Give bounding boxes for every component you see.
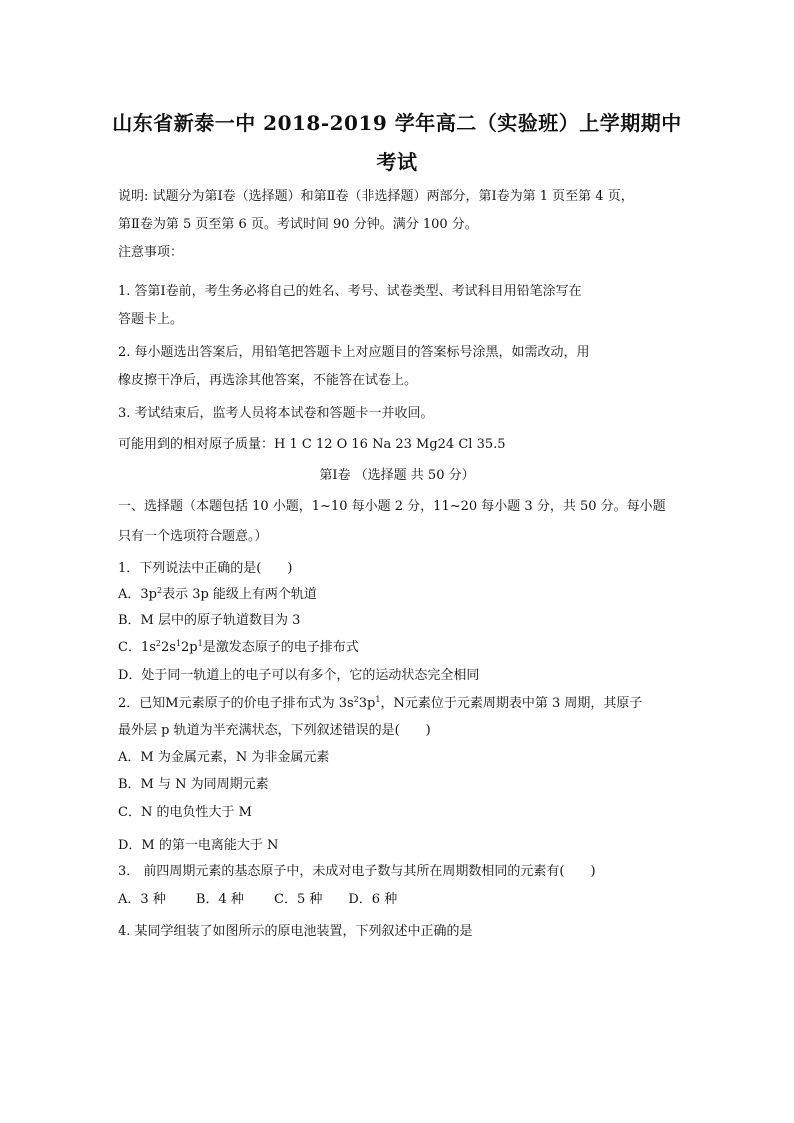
question-2-option-d: D．M 的第一电离能大于 N: [118, 838, 279, 853]
option-text: C．1s: [118, 640, 156, 655]
question-1-option-c: [118, 640, 678, 656]
description-line2: 第Ⅱ卷为第 5 页至第 6 页。考试时间 90 分钟。满分 100 分。: [118, 217, 478, 232]
question-2-option-a: A．M 为金属元素，N 为非金属元素: [118, 750, 330, 765]
notice-item-1b: 答题卡上。: [118, 312, 184, 327]
notice-item-3: 3. 考试结束后，监考人员将本试卷和答题卡一并收回。: [118, 406, 434, 421]
superscript: 1: [375, 695, 381, 704]
stem-text: 2．已知M元素原子的价电子排布式为 3s: [118, 696, 354, 711]
question-1-stem: 1．下列说法中正确的是( ): [118, 561, 293, 576]
superscript: 1: [197, 639, 203, 648]
stem-text: ，N元素位于元素周期表中第 3 周期，其原子: [380, 696, 643, 711]
question-2-stem-line2: 最外层 p 轨道为半充满状态，下列叙述错误的是( ): [118, 723, 431, 738]
atomic-mass-line: 可能用到的相对原子质量：H 1 C 12 O 16 Na 23 Mg24 Cl 35.5: [118, 437, 506, 452]
superscript: 1: [175, 639, 182, 648]
section-title: 第Ⅰ卷 （选择题 共 50 分）: [319, 468, 475, 483]
question-4-stem: 4. 某同学组装了如图所示的原电池装置，下列叙述中正确的是: [118, 924, 473, 939]
question-2-stem: [118, 696, 678, 712]
superscript: 2: [353, 695, 359, 704]
question-2-option-b: B．M 与 N 为同周期元素: [118, 777, 269, 792]
option-text: 2s: [160, 640, 176, 655]
section-instruction-1: 一、选择题（本题包括 10 小题，1~10 每小题 2 分，11~20 每小题 3 分，共 50 分。每小题: [118, 499, 666, 514]
question-1-option-d: D．处于同一轨道上的电子可以有多个，它的运动状态完全相同: [118, 668, 480, 683]
description-line1: 说明: 试题分为第Ⅰ卷（选择题）和第Ⅱ卷（非选择题）两部分，第Ⅰ卷为第 1 页至第 4 页，: [118, 189, 634, 204]
notice-item-2b: 橡皮擦干净后，再选涂其他答案，不能答在试卷上。: [118, 373, 418, 388]
exam-title-line2: 考试: [376, 150, 418, 174]
option-text: 是激发态原子的电子排布式: [202, 640, 359, 655]
exam-title-line1: 山东省新泰一中 2018-2019 学年高二（实验班）上学期期中: [112, 111, 682, 135]
superscript: 2: [156, 586, 163, 595]
section-instruction-2: 只有一个选项符合题意。）: [118, 529, 268, 544]
superscript: 2: [155, 639, 161, 648]
question-1-option-b: B．M 层中的原子轨道数目为 3: [118, 613, 301, 628]
option-text: 表示 3p 能级上有两个轨道: [162, 587, 317, 602]
stem-text: 3p: [358, 696, 376, 711]
notice-item-1a: 1. 答第Ⅰ卷前，考生务必将自己的姓名、考号、试卷类型、考试科目用铅笔涂写在: [118, 284, 582, 299]
question-3-stem: 3． 前四周期元素的基态原子中，未成对电子数与其所在周期数相同的元素有( ): [118, 864, 596, 879]
notice-item-2a: 2. 每小题选出答案后，用铅笔把答题卡上对应题目的答案标号涂黑，如需改动，用: [118, 345, 590, 360]
question-2-option-c: C．N 的电负性大于 M: [118, 805, 252, 820]
option-text: 2p: [181, 640, 198, 655]
question-3-options: A．3 种 B．4 种 C．5 种 D．6 种: [118, 892, 398, 907]
notice-heading: 注意事项：: [118, 245, 184, 260]
option-text: A．3p: [118, 587, 157, 602]
question-1-option-a: [118, 587, 678, 603]
